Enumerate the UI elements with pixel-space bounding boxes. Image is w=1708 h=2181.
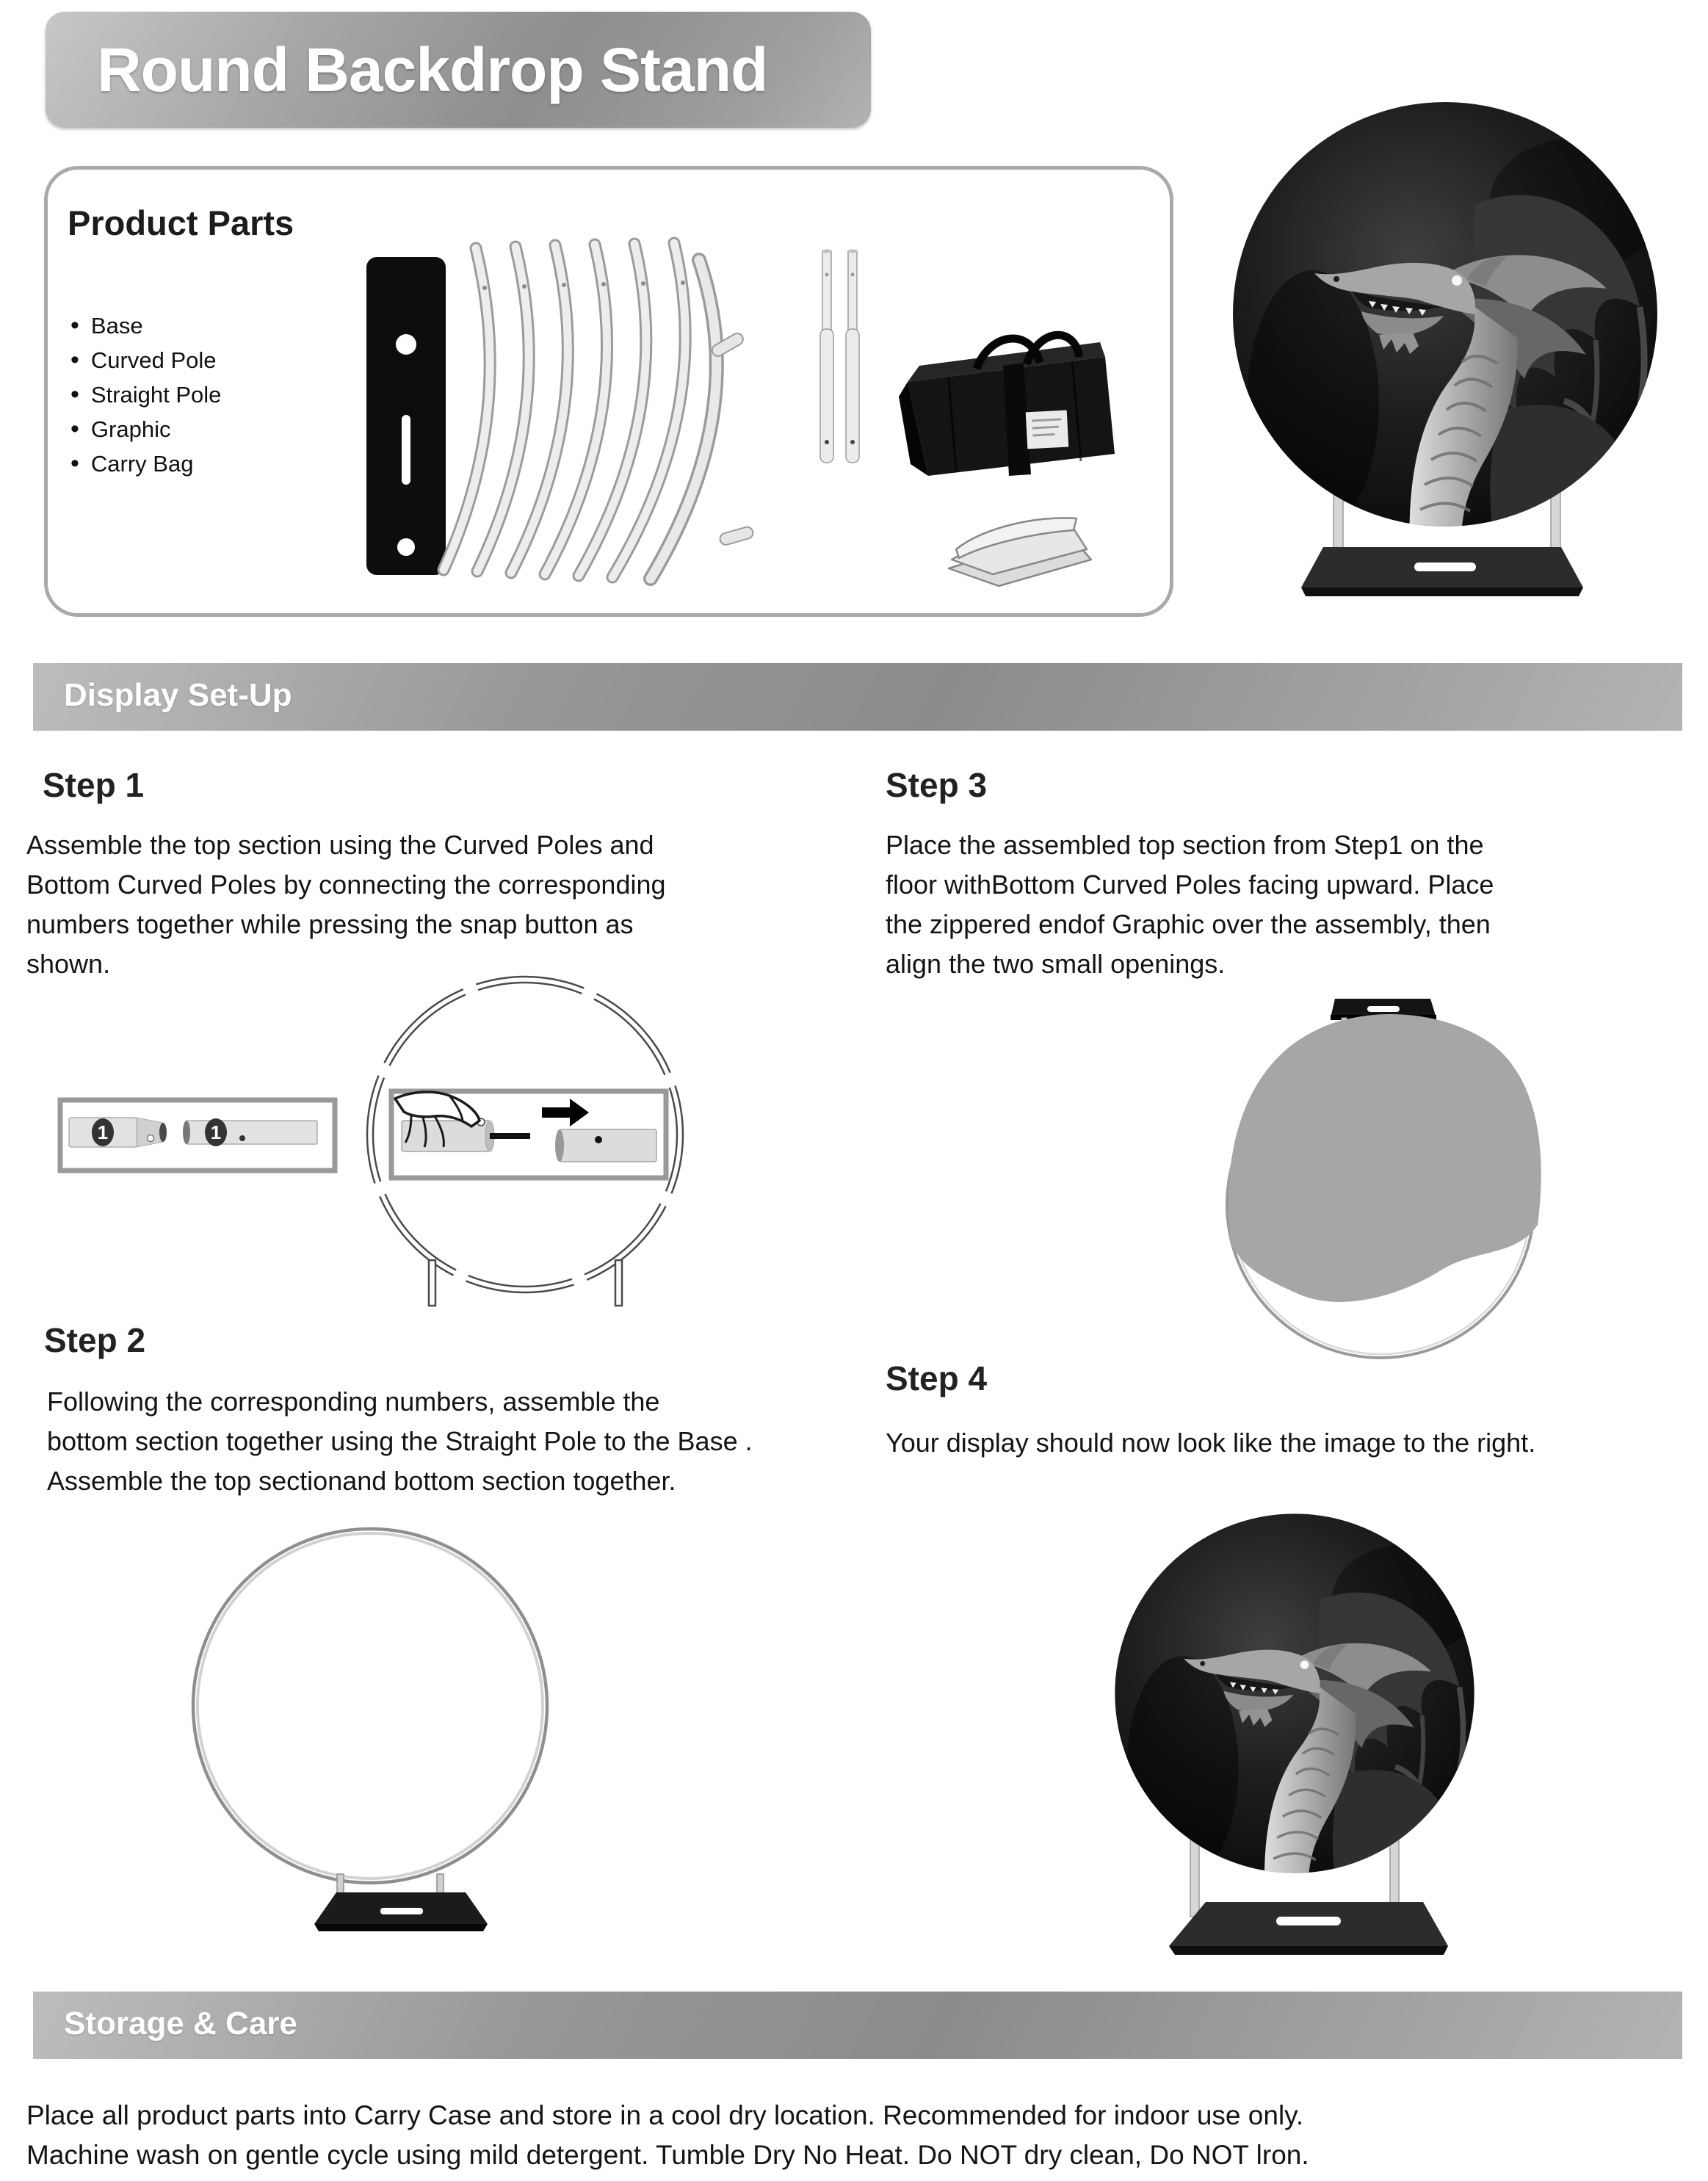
snap-button-press-inset bbox=[391, 1091, 666, 1178]
parts-illustration bbox=[323, 206, 1175, 617]
svg-text:1: 1 bbox=[210, 1121, 222, 1143]
setup-section-banner bbox=[33, 663, 1682, 731]
product-parts-heading: Product Parts bbox=[68, 203, 294, 242]
base-plate-graphic bbox=[366, 257, 446, 575]
storage-care-text: Place all product parts into Carry Case and store in a cool dry location. Recommended for indoor use only. Machine wash on gentle cycle using mild detergent. Tumble Dry No Heat. Do NOT dry clean, Do NOT lron. bbox=[26, 2100, 1309, 2170]
numbered-poles-inset bbox=[60, 1100, 335, 1171]
setup-section-title: Display Set-Up bbox=[64, 677, 292, 713]
step1-text: Assemble the top section using the Curved Poles and Bottom Curved Poles by connecting the corresponding numbers together while pressing the snap button as shown. bbox=[26, 830, 666, 979]
curved-poles-graphic bbox=[444, 243, 685, 577]
step1-heading: Step 1 bbox=[43, 766, 145, 804]
product-parts-list bbox=[70, 308, 221, 481]
svg-text:1: 1 bbox=[97, 1121, 109, 1143]
title-banner bbox=[46, 12, 871, 128]
graphic-fabric-graphic bbox=[949, 518, 1091, 586]
snap-button-icon bbox=[148, 1135, 154, 1142]
step3-text: Place the assembled top section from Step1 on the floor withBottom Curved Poles facing upward. Place the zippered endof Graphic over the assembly, then align the two small openings. bbox=[886, 830, 1494, 979]
step3-diagram bbox=[1182, 993, 1593, 1367]
step2-diagram bbox=[176, 1514, 576, 1988]
final-display-photo bbox=[1108, 1507, 1481, 1880]
list-item-carry-bag: • Carry Bag bbox=[70, 446, 221, 481]
step4-text: Your display should now look like the image to the right. bbox=[886, 1428, 1536, 1458]
step2-text: Following the corresponding numbers, assemble the bottom section together using the Straight Pole to the Base . Assemble the top sectionand bottom section together. bbox=[47, 1386, 753, 1496]
assembled-display-photo bbox=[1225, 94, 1665, 535]
storage-section-title: Storage & Care bbox=[64, 2005, 297, 2041]
curved-pole-with-connectors-graphic bbox=[651, 260, 754, 579]
list-item-graphic: • Graphic bbox=[70, 412, 221, 446]
step2-heading: Step 2 bbox=[44, 1321, 146, 1359]
page-title: Round Backdrop Stand bbox=[97, 35, 768, 104]
step1-diagram bbox=[29, 969, 705, 1432]
straight-poles-graphic bbox=[820, 250, 859, 463]
carry-bag-graphic bbox=[899, 335, 1115, 476]
graphic-sleeve-graphic bbox=[1228, 1014, 1541, 1302]
step3-heading: Step 3 bbox=[886, 766, 988, 804]
list-item-base: • Base bbox=[70, 308, 221, 343]
step4-heading: Step 4 bbox=[886, 1359, 988, 1397]
snap-hole-icon bbox=[595, 1136, 602, 1143]
stand-base-graphic bbox=[314, 1892, 488, 1931]
storage-section-banner bbox=[33, 1992, 1682, 2059]
list-item-curved-pole: • Curved Pole bbox=[70, 343, 221, 377]
list-item-straight-pole: • Straight Pole bbox=[70, 377, 221, 412]
snap-hole-icon bbox=[239, 1135, 245, 1141]
